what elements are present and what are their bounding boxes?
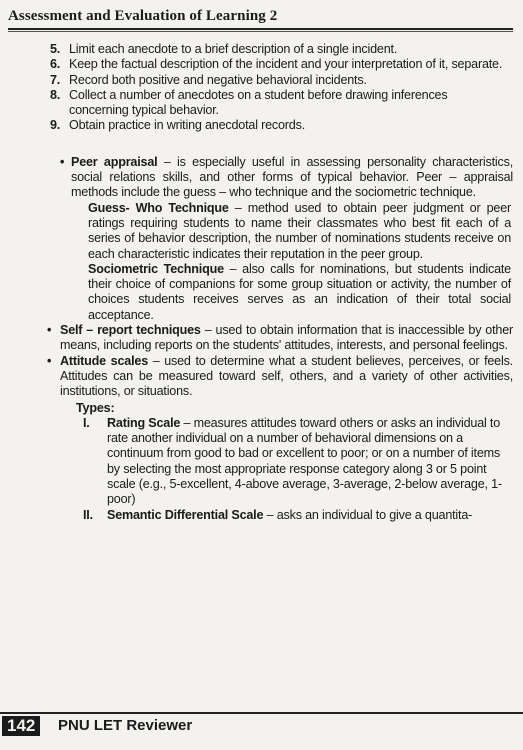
- guess-who-term: Guess- Who Technique: [88, 200, 229, 215]
- page-body: [0, 42, 523, 523]
- list-item-number: 5.: [50, 42, 61, 56]
- list-item-text: Collect a number of anecdotes on a student before drawing inferences concerning typical behavior.: [69, 87, 448, 118]
- section-gap: [0, 134, 523, 152]
- list-item-text: Record both positive and negative behavioral incidents.: [69, 72, 367, 87]
- list-item-number: 8.: [50, 87, 61, 102]
- attitude-scales-paragraph: [0, 354, 523, 400]
- list-item: [0, 118, 523, 133]
- footer-title: PNU LET Reviewer: [58, 717, 193, 734]
- header-rule: [8, 28, 513, 32]
- attitude-scales-text: – used to determine what a student believes, perceives, or feels. Attitudes can be measured toward self, others, and a variety of other activities, institutions, or situations.: [60, 353, 513, 399]
- types-heading: Types:: [76, 400, 115, 415]
- list-item-number: 7.: [50, 72, 61, 87]
- guess-who-text: – method used to obtain peer judgment or peer ratings requiring students to name their classmates who best fit each of a series of behavior description, the number of nominations students receive on each characteristic indicates their reputation in the peer group.: [88, 200, 511, 261]
- sociometric-paragraph: [0, 262, 523, 323]
- running-header-title: Assessment and Evaluation of Learning 2: [8, 8, 278, 24]
- list-item: [0, 42, 523, 57]
- list-item: [0, 88, 523, 119]
- list-item: [0, 73, 523, 88]
- list-item: [0, 57, 523, 72]
- scale-type-item: [0, 416, 523, 508]
- sociometric-text: – also calls for nominations, but students indicate their choice of companions for some group situation or activity, the number of choices students receives serves as an indication of their total social acceptance.: [88, 261, 511, 322]
- scale-type-item: [0, 508, 523, 523]
- page-number-badge: 142: [2, 716, 40, 736]
- roman-numeral: I.: [83, 415, 90, 430]
- scale-type-term: Semantic Differential Scale: [107, 507, 264, 522]
- scale-type-text: – measures attitudes toward others or asks an individual to rate another individual on a number of behavioral dimensions on a continuum from good to bad or excellent to poor; or on a number of items by selecting the most appropriate response category along 3 or 5 point scale (e.g., 5-excellent, 4-above average, 3-average, 2-below average, 1-poor): [107, 415, 502, 507]
- roman-numeral: II.: [83, 507, 93, 522]
- footer-rule: [0, 712, 523, 714]
- sociometric-term: Sociometric Technique: [88, 261, 224, 276]
- list-item-number: 9.: [50, 118, 61, 133]
- bullet-marker: •: [47, 323, 52, 338]
- guess-who-paragraph: [0, 201, 523, 262]
- list-item-text: Limit each anecdote to a brief description of a single incident.: [69, 42, 398, 56]
- bullet-marker: •: [47, 353, 52, 368]
- running-header: [8, 8, 513, 32]
- scale-type-term: Rating Scale: [107, 415, 181, 430]
- list-item-text: Obtain practice in writing anecdotal records.: [69, 118, 306, 133]
- peer-appraisal-term: Peer appraisal: [71, 154, 158, 169]
- list-item-text: Keep the factual description of the incident and your interpretation of it, separate.: [69, 57, 503, 72]
- bullet-marker: •: [60, 154, 65, 169]
- peer-appraisal-paragraph: [0, 155, 523, 201]
- self-report-text: – used to obtain information that is inaccessible by other means, including reports on the students' attitudes, interests, and personal feelings.: [60, 323, 513, 353]
- self-report-paragraph: [0, 323, 523, 354]
- attitude-scales-term: Attitude scales: [60, 353, 148, 368]
- self-report-term: Self – report techniques: [60, 323, 201, 338]
- scale-type-text: – asks an individual to give a quantita-: [263, 507, 473, 522]
- list-item-number: 6.: [50, 57, 61, 72]
- peer-appraisal-text: – is especially useful in assessing personality characteristics, social relations skills, and other forms of typical behavior. Peer – appraisal methods include the guess – who technique and the sociometric technique.: [71, 154, 513, 200]
